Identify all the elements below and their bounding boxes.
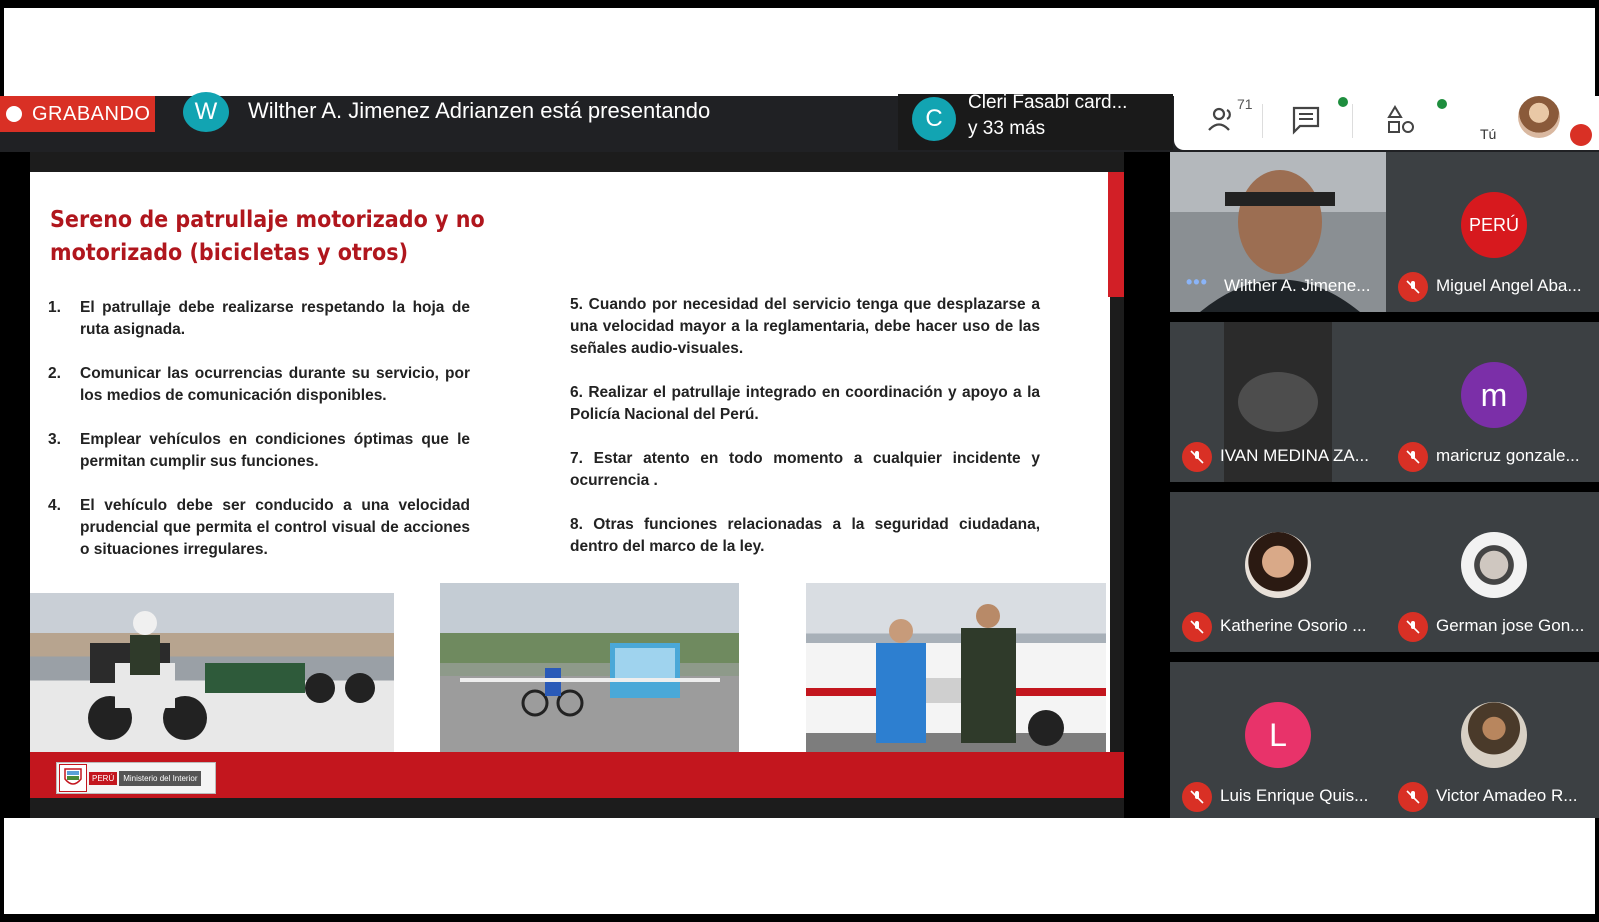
- participant-tile[interactable]: [1386, 492, 1599, 652]
- participant-name: maricruz gonzale...: [1436, 446, 1580, 465]
- participant-name: Miguel Angel Aba...: [1436, 276, 1582, 295]
- mic-off-icon: [1398, 612, 1428, 642]
- slide-item: 4. El vehículo debe ser conducido a una velocidad prudencial que permita el control visual de acciones o situaciones irregulares.: [48, 497, 470, 558]
- other-presenter-name: Cleri Fasabi card...: [968, 92, 1128, 113]
- participant-name: Luis Enrique Quis...: [1220, 786, 1369, 805]
- participant-name: German jose Gon...: [1436, 616, 1585, 635]
- presenter-avatar: W: [183, 92, 229, 132]
- participant-avatar: L: [1245, 702, 1311, 768]
- slide-photo-motorcycles: [30, 593, 394, 752]
- more-options-icon[interactable]: •••: [1186, 272, 1208, 292]
- recording-label: GRABANDO: [32, 102, 151, 125]
- participant-name: Katherine Osorio ...: [1220, 616, 1367, 635]
- self-label: Tú: [1480, 126, 1497, 142]
- slide-item: 6. Realizar el patrullaje integrado en coordinación y apoyo a la Policía Nacional del Perú.: [570, 384, 1041, 423]
- peru-shield-icon: [59, 764, 87, 792]
- participant-avatar-photo: [1461, 532, 1527, 598]
- participant-name: Wilther A. Jimene...: [1224, 276, 1371, 295]
- participant-tile[interactable]: [1386, 322, 1599, 482]
- slide-left-column: [48, 297, 470, 583]
- other-presenter-avatar: C: [912, 97, 956, 141]
- logo-peru-label: PERÚ: [89, 772, 117, 785]
- participant-tile[interactable]: [1170, 492, 1386, 652]
- mic-off-icon: [1182, 612, 1212, 642]
- participant-name: Victor Amadeo R...: [1436, 786, 1578, 805]
- mic-off-icon: [1182, 782, 1212, 812]
- activities-notification-dot: [1437, 99, 1447, 109]
- chat-icon: [1291, 105, 1323, 135]
- letterbox-bottom: [0, 818, 1599, 922]
- slide-photo-bicycle: [440, 583, 739, 752]
- participant-tile[interactable]: [1170, 152, 1386, 312]
- participant-tile[interactable]: [1386, 152, 1599, 312]
- slide-accent-bar: [1108, 172, 1124, 297]
- chat-button[interactable]: [1279, 96, 1335, 144]
- shapes-icon: [1386, 105, 1418, 135]
- participant-tile[interactable]: [1170, 662, 1386, 818]
- logo-ministry-label: Ministerio del Interior: [119, 771, 201, 786]
- self-avatar[interactable]: [1518, 96, 1560, 138]
- mic-off-icon: [1398, 782, 1428, 812]
- activities-button[interactable]: [1374, 96, 1430, 144]
- participant-avatar-photo: [1245, 532, 1311, 598]
- ministry-logo: [56, 762, 216, 794]
- participant-avatar: PERÚ: [1461, 192, 1527, 258]
- recording-badge: [0, 96, 155, 132]
- slide-item: 8. Otras funciones relacionadas a la seguridad ciudadana, dentro del marco de la ley.: [570, 516, 1041, 555]
- self-mic-off-icon: [1570, 124, 1592, 146]
- letterbox-top: [0, 0, 1599, 96]
- mic-off-icon: [1398, 272, 1428, 302]
- participant-avatar-photo: [1461, 702, 1527, 768]
- other-presenter-more: y 33 más: [968, 118, 1046, 139]
- slide-photo-patrol-truck: [806, 583, 1106, 752]
- slide-item: 5. Cuando por necesidad del servicio tenga que desplazarse a una velocidad mayor a la reglamentaria, debe hacer uso de las señales audio-visuales.: [570, 296, 1041, 357]
- mic-off-icon: [1182, 442, 1212, 472]
- participant-avatar: m: [1461, 362, 1527, 428]
- participant-tile[interactable]: [1386, 662, 1599, 818]
- people-icon: [1207, 106, 1241, 134]
- record-dot-icon: [6, 106, 22, 122]
- mic-off-icon: [1398, 442, 1428, 472]
- slide-item: 1. El patrullaje debe realizarse respetando la hoja de ruta asignada.: [48, 299, 470, 338]
- participants-count: 71: [1237, 96, 1253, 112]
- slide-right-column: [570, 294, 1040, 580]
- chat-notification-dot: [1338, 97, 1348, 107]
- slide-item: 7. Estar atento en todo momento a cualquier incidente y ocurrencia .: [570, 450, 1040, 489]
- slide-item: 2. Comunicar las ocurrencias durante su servicio, por los medios de comunicación disponibles.: [48, 365, 470, 404]
- participant-name: IVAN MEDINA ZA...: [1220, 446, 1369, 465]
- slide-title: Sereno de patrullaje motorizado y no motorizado (bicicletas y otros): [50, 207, 485, 266]
- participant-tile[interactable]: [1170, 322, 1386, 482]
- presenter-status: Wilther A. Jimenez Adrianzen está presentando: [248, 98, 711, 123]
- slide-item: 3. Emplear vehículos en condiciones óptimas que le permitan cumplir sus funciones.: [48, 431, 470, 470]
